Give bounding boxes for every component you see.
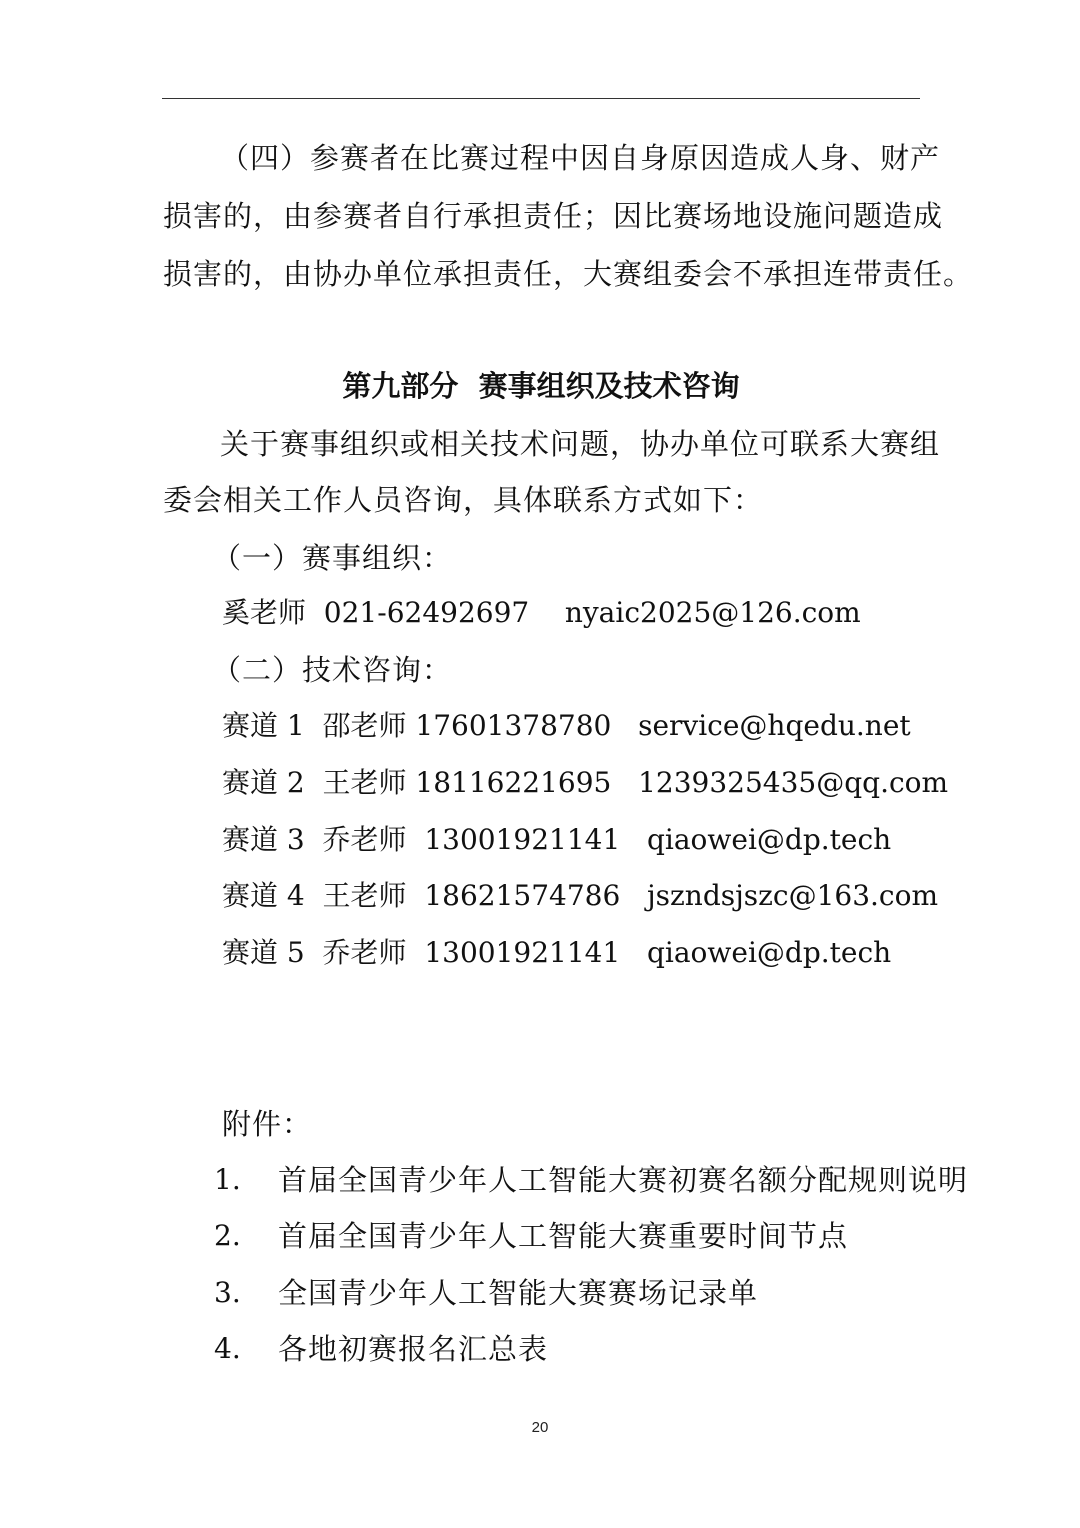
track-contact-3: 赛道 3 乔老师 13001921141 qiaowei@dp.tech [222,823,892,856]
attachment-number-1: 1. [214,1163,241,1196]
attachments-label: 附件： [222,1107,313,1141]
clause-four-line-2: 损害的，由参赛者自行承担责任；因比赛场地设施问题造成 [163,199,944,233]
track-contact-1: 赛道 1 邵老师 17601378780 service@hqedu.net [222,709,911,742]
org-contact: 奚老师 021-62492697 nyaic2025@126.com [222,596,861,629]
attachment-title-4: 各地初赛报名汇总表 [278,1332,549,1366]
header-rule [162,98,920,99]
attachment-title-1: 首届全国青少年人工智能大赛初赛名额分配规则说明 [278,1163,969,1197]
tech-heading: （二）技术咨询： [212,653,453,687]
track-contact-2: 赛道 2 王老师 18116221695 1239325435@qq.com [222,766,949,799]
track-contact-4: 赛道 4 王老师 18621574786 jszndsjszc@163.com [222,879,939,912]
attachment-number-4: 4. [214,1332,241,1365]
intro-line-1: 关于赛事组织或相关技术问题，协办单位可联系大赛组 [220,427,941,461]
clause-four-line-3: 损害的，由协办单位承担责任，大赛组委会不承担连带责任。 [163,257,974,291]
page-number: 20 [531,1419,549,1436]
clause-four-line-1: （四）参赛者在比赛过程中因自身原因造成人身、财产 [220,141,941,175]
intro-line-2: 委会相关工作人员咨询，具体联系方式如下： [163,483,764,517]
org-heading: （一）赛事组织： [212,541,453,575]
track-contact-5: 赛道 5 乔老师 13001921141 qiaowei@dp.tech [222,936,892,969]
attachment-number-2: 2. [214,1219,241,1252]
attachment-title-2: 首届全国青少年人工智能大赛重要时间节点 [278,1219,849,1253]
section-title: 第九部分 赛事组织及技术咨询 [342,369,740,403]
attachment-title-3: 全国青少年人工智能大赛赛场记录单 [278,1276,759,1310]
attachment-number-3: 3. [214,1276,241,1309]
